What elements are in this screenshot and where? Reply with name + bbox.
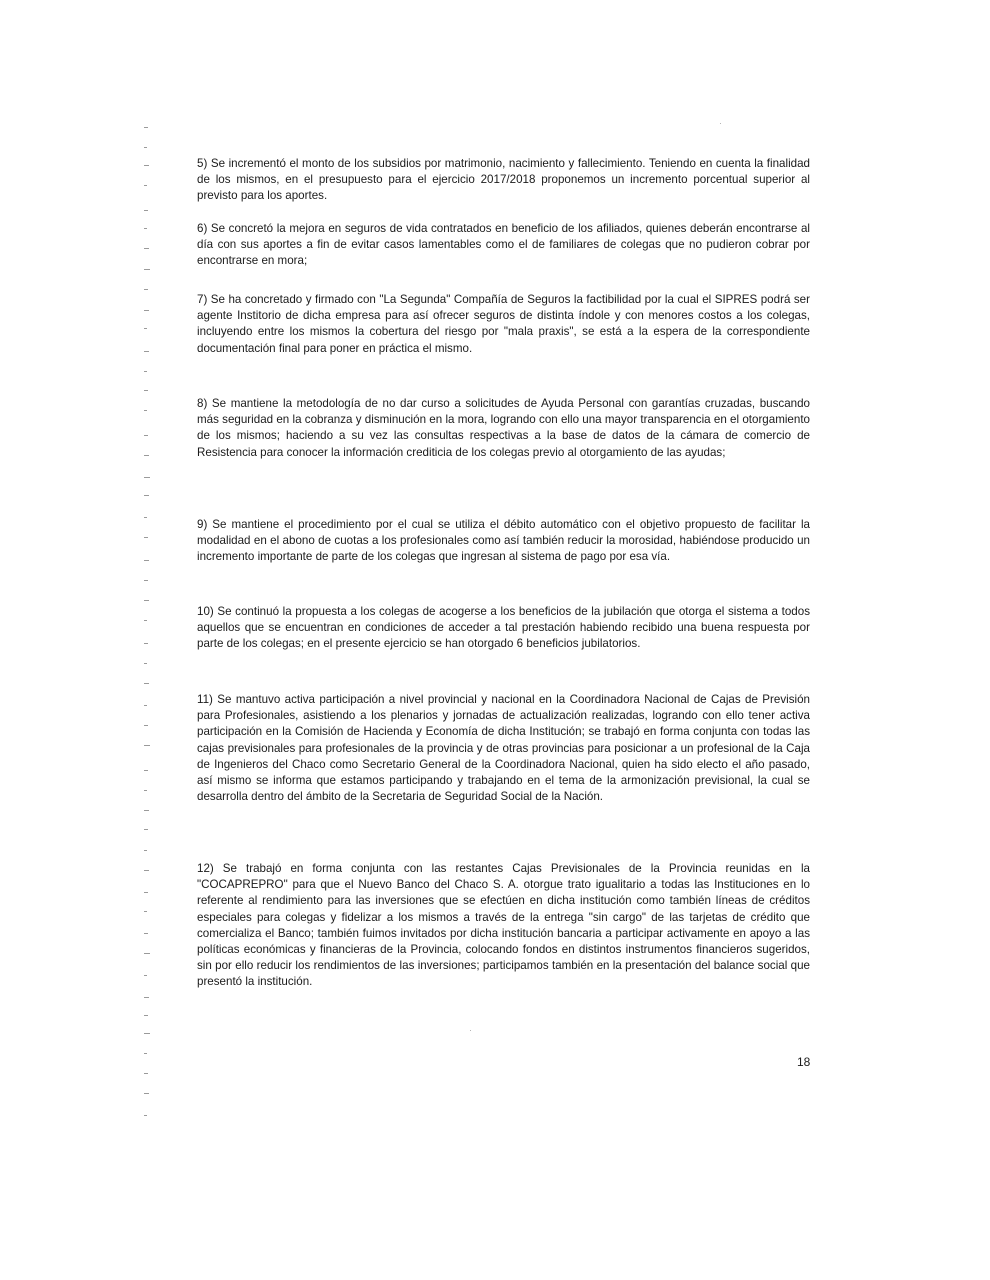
paragraph-11: 11) Se mantuvo activa participación a nivel provincial y nacional en la Coordinadora Nacional de Cajas de Previsión para Profesionales, asistiendo a los plenarios y jornadas de actualización realizadas, logrando con ello tener activa participación en la Comisión de Hacienda y Economía de dicha Institución; se trabajó en forma conjunta con todas las cajas previsionales para profesionales de la provincia y de otras provincias para posicionar a un profesional de la Caja de Ingenieros del Chaco como Secretario General de la Coordinadora Nacional, quien ha sido electo el año pasado, así mismo se informa que estamos participando y trabajando en el tema de la armonización previsional, la cual se desarrolla dentro del ámbito de la Secretaria de Seguridad Social de la Nación. [197,693,810,804]
scan-speck [470,1030,471,1031]
binding-margin-marks [144,115,156,1125]
paragraph-6: 6) Se concretó la mejora en seguros de vida contratados en beneficio de los afiliados, quienes deberán encontrarse al día con sus aportes a fin de evitar casos lamentables como el de familiares de colegas que no pudieron cobrar por encontrarse en mora; [197,222,810,268]
paragraph-7: 7) Se ha concretado y firmado con "La Segunda" Compañía de Seguros la factibilidad por la cual el SIPRES podrá ser agente Institorio de dicha empresa para así ofrecer seguros de distinta índole y con menores costos a los colegas, incluyendo entre los mismos la cobertura del riesgo por "mala praxis", se está a la espera de la correspondiente documentación final para poner en práctica el mismo. [197,293,810,355]
page-number: 18 [797,1055,811,1069]
paragraph-8: 8) Se mantiene la metodología de no dar curso a solicitudes de Ayuda Personal con garantías cruzadas, buscando más seguridad en la cobranza y disminución en la mora, logrando con ello una mayor transparencia en el otorgamiento de los mismos; haciendo a su vez las consultas respectivas a la base de datos de la cámara de comercio de Resistencia para conocer la información crediticia de los colegas previo al otorgamiento de las ayudas; [197,397,810,459]
paragraph-10: 10) Se continuó la propuesta a los colegas de acogerse a los beneficios de la jubilación que otorga el sistema a todos aquellos que se encuentran en condiciones de acceder a tal prestación habiendo recibido una buena respuesta por parte de los colegas; en el presente ejercicio se han otorgado 6 beneficios jubilatorios. [197,605,810,651]
paragraph-12: 12) Se trabajó en forma conjunta con las restantes Cajas Previsionales de la Provincia reunidas en la "COCAPREPRO" para que el Nuevo Banco del Chaco S. A. otorgue trato igualitario a todas las Instituciones en lo referente al rendimiento para las inversiones que se efectúen en dicha institución como también líneas de créditos especiales para colegas y fidelizar a los mismos a través de la entrega "sin cargo" de las tarjetas de crédito que comercializa el Banco; también fuimos invitados por dicha institución bancaria a participar activamente en apoyo a las políticas económicas y financieras de la Provincia, colocando fondos en distintos instrumentos financieros sugeridos, sin por ello reducir los rendimientos de las inversiones; participamos también en la presentación del balance social que presentó la institución. [197,862,810,989]
paragraph-9: 9) Se mantiene el procedimiento por el cual se utiliza el débito automático con el objetivo propuesto de facilitar la modalidad en el abono de cuotas a los profesionales como así también reducir la morosidad, habiéndose producido un incremento importante de parte de los colegas que ingresan al sistema de pago por esa vía. [197,518,810,564]
paragraph-5: 5) Se incrementó el monto de los subsidios por matrimonio, nacimiento y fallecimiento. Teniendo en cuenta la finalidad de los mismos, en el presupuesto para el ejercicio 2017/2018 proponemos un incremento porcentual superior al previsto para los aportes. [197,157,810,203]
scan-speck [720,123,721,124]
